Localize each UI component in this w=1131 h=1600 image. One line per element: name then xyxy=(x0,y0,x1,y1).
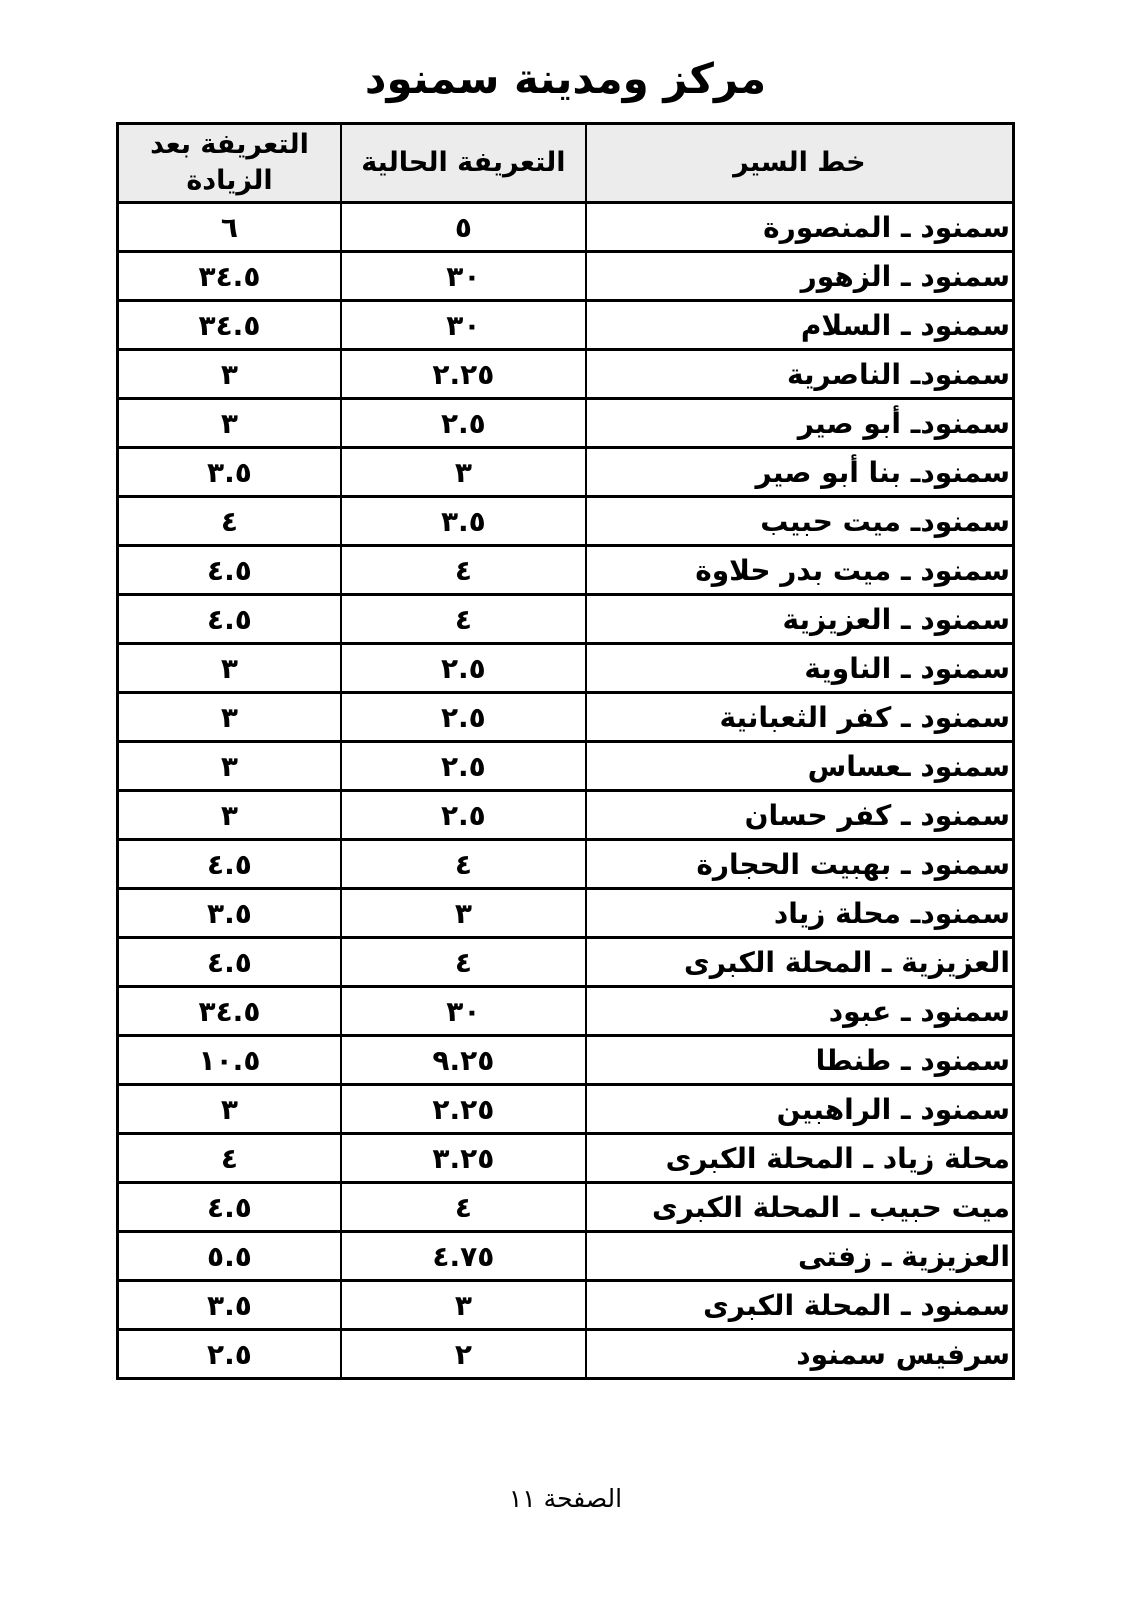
after-increase-fare-cell: ٣ xyxy=(118,742,341,791)
route-cell: العزيزية ـ المحلة الكبرى xyxy=(586,938,1014,987)
table-row xyxy=(118,1134,1014,1183)
after-increase-fare-cell: ١٠.٥ xyxy=(118,1036,341,1085)
table-row xyxy=(118,889,1014,938)
current-fare-cell: ٤ xyxy=(341,546,586,595)
table-row xyxy=(118,448,1014,497)
table-row xyxy=(118,1183,1014,1232)
after-increase-fare-cell: ٣٤.٥ xyxy=(118,987,341,1036)
current-fare-cell: ٢.٢٥ xyxy=(341,350,586,399)
after-increase-fare-cell: ٣ xyxy=(118,791,341,840)
after-increase-fare-cell: ٤.٥ xyxy=(118,840,341,889)
table-row xyxy=(118,791,1014,840)
route-cell: سرفيس سمنود xyxy=(586,1330,1014,1379)
route-cell: سمنود ـ الراهبين xyxy=(586,1085,1014,1134)
table-row xyxy=(118,1036,1014,1085)
current-fare-cell: ٤ xyxy=(341,1183,586,1232)
table-row xyxy=(118,203,1014,252)
route-cell: محلة زياد ـ المحلة الكبرى xyxy=(586,1134,1014,1183)
after-increase-fare-cell: ٣.٥ xyxy=(118,889,341,938)
route-cell: سمنود ـ عبود xyxy=(586,987,1014,1036)
route-cell: سمنودـ بنا أبو صير xyxy=(586,448,1014,497)
page-number: الصفحة ١١ xyxy=(508,1484,623,1513)
route-cell: سمنود ـ المنصورة xyxy=(586,203,1014,252)
route-cell: سمنود ـ الزهور xyxy=(586,252,1014,301)
table-row xyxy=(118,1085,1014,1134)
current-fare-cell: ٩.٢٥ xyxy=(341,1036,586,1085)
after-increase-fare-cell: ٣٤.٥ xyxy=(118,301,341,350)
current-fare-cell: ٣.٢٥ xyxy=(341,1134,586,1183)
table-row xyxy=(118,252,1014,301)
after-increase-fare-cell: ٢.٥ xyxy=(118,1330,341,1379)
route-cell: سمنود ـ بهبيت الحجارة xyxy=(586,840,1014,889)
current-fare-cell: ٥ xyxy=(341,203,586,252)
route-cell: العزيزية ـ زفتى xyxy=(586,1232,1014,1281)
route-cell: سمنودـ ميت حبيب xyxy=(586,497,1014,546)
route-cell: سمنود ـ المحلة الكبرى xyxy=(586,1281,1014,1330)
route-cell: سمنود ـ ميت بدر حلاوة xyxy=(586,546,1014,595)
route-cell: سمنودـ الناصرية xyxy=(586,350,1014,399)
current-fare-cell: ٣٠ xyxy=(341,301,586,350)
current-fare-cell: ٢.٢٥ xyxy=(341,1085,586,1134)
route-cell: سمنود ـ طنطا xyxy=(586,1036,1014,1085)
route-cell: سمنودـ أبو صير xyxy=(586,399,1014,448)
column-header-route: خط السير xyxy=(586,124,1014,203)
table-row xyxy=(118,742,1014,791)
column-header-current-fare: التعريفة الحالية xyxy=(341,124,586,203)
after-increase-fare-cell: ٥.٥ xyxy=(118,1232,341,1281)
after-increase-fare-cell: ٤.٥ xyxy=(118,938,341,987)
table-row xyxy=(118,1330,1014,1379)
table-row xyxy=(118,1281,1014,1330)
table-row xyxy=(118,1232,1014,1281)
current-fare-cell: ٣ xyxy=(341,889,586,938)
route-cell: سمنود ـ العزيزية xyxy=(586,595,1014,644)
after-increase-fare-cell: ٣.٥ xyxy=(118,1281,341,1330)
table-row xyxy=(118,546,1014,595)
current-fare-cell: ٤.٧٥ xyxy=(341,1232,586,1281)
route-cell: سمنود ـ كفر حسان xyxy=(586,791,1014,840)
after-increase-fare-cell: ٤.٥ xyxy=(118,1183,341,1232)
after-increase-fare-cell: ٦ xyxy=(118,203,341,252)
route-cell: سمنود ـ كفر الثعبانية xyxy=(586,693,1014,742)
table-row xyxy=(118,693,1014,742)
column-header-after-increase-fare: التعريفة بعد الزيادة xyxy=(118,124,341,203)
current-fare-cell: ٢.٥ xyxy=(341,693,586,742)
fare-table-body xyxy=(118,203,1014,1379)
current-fare-cell: ٤ xyxy=(341,840,586,889)
table-row xyxy=(118,595,1014,644)
page-title: مركز ومدينة سمنود xyxy=(364,54,767,103)
route-cell: سمنود ـ السلام xyxy=(586,301,1014,350)
after-increase-fare-cell: ٤.٥ xyxy=(118,546,341,595)
table-row xyxy=(118,301,1014,350)
table-row xyxy=(118,399,1014,448)
after-increase-fare-cell: ٤ xyxy=(118,1134,341,1183)
route-cell: سمنود ـ الناوية xyxy=(586,644,1014,693)
current-fare-cell: ٣٠ xyxy=(341,987,586,1036)
current-fare-cell: ٢.٥ xyxy=(341,399,586,448)
after-increase-fare-cell: ٤.٥ xyxy=(118,595,341,644)
route-cell: سمنودـ محلة زياد xyxy=(586,889,1014,938)
after-increase-fare-cell: ٣ xyxy=(118,350,341,399)
current-fare-cell: ٣ xyxy=(341,448,586,497)
route-cell: سمنود ـعساس xyxy=(586,742,1014,791)
after-increase-fare-cell: ٣.٥ xyxy=(118,448,341,497)
table-row xyxy=(118,644,1014,693)
table-row xyxy=(118,350,1014,399)
after-increase-fare-cell: ٣ xyxy=(118,693,341,742)
table-row xyxy=(118,938,1014,987)
table-row xyxy=(118,987,1014,1036)
after-increase-fare-cell: ٣ xyxy=(118,644,341,693)
current-fare-cell: ٣٠ xyxy=(341,252,586,301)
after-increase-fare-cell: ٣٤.٥ xyxy=(118,252,341,301)
current-fare-cell: ٣.٥ xyxy=(341,497,586,546)
after-increase-fare-cell: ٤ xyxy=(118,497,341,546)
route-cell: ميت حبيب ـ المحلة الكبرى xyxy=(586,1183,1014,1232)
header-row xyxy=(118,124,1014,203)
table-row xyxy=(118,497,1014,546)
after-increase-fare-cell: ٣ xyxy=(118,1085,341,1134)
current-fare-cell: ٢.٥ xyxy=(341,791,586,840)
current-fare-cell: ٤ xyxy=(341,938,586,987)
after-increase-fare-cell: ٣ xyxy=(118,399,341,448)
current-fare-cell: ٢.٥ xyxy=(341,644,586,693)
fare-table xyxy=(116,122,1015,1380)
current-fare-cell: ٢.٥ xyxy=(341,742,586,791)
current-fare-cell: ٣ xyxy=(341,1281,586,1330)
fare-table-header xyxy=(118,124,1014,203)
current-fare-cell: ٢ xyxy=(341,1330,586,1379)
current-fare-cell: ٤ xyxy=(341,595,586,644)
table-row xyxy=(118,840,1014,889)
